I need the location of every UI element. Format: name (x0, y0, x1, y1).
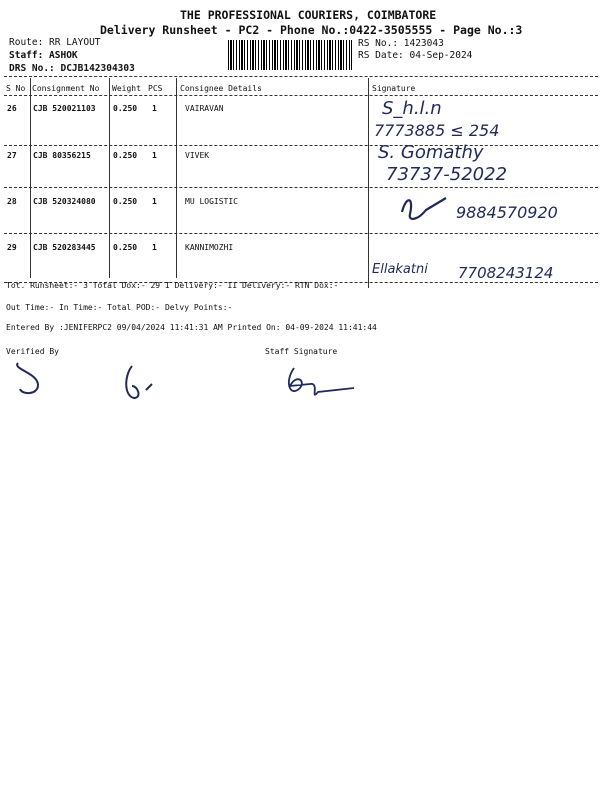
col-header-pcs: PCS (148, 84, 163, 93)
row-consignment: CJB 520324080 (33, 197, 96, 206)
signature-scribble (396, 192, 452, 226)
row-pcs: 1 (152, 104, 157, 113)
row-pcs: 1 (152, 151, 157, 160)
col-header-weight: Weight (112, 84, 141, 93)
col-header-consignee: Consignee Details (180, 84, 262, 93)
staff-label: Staff: ASHOK (9, 50, 78, 61)
row-consignment: CJB 520021103 (33, 104, 96, 113)
handwritten-phone: 73737-52022 (386, 164, 508, 185)
entered-by-line: Entered By :JENIFERPC2 09/04/2024 11:41:31 AM Printed On: 04-09-2024 11:41:44 (6, 323, 377, 332)
col-header-sno: S No (6, 84, 26, 93)
handwritten-signature: S_h.l.n (382, 98, 442, 119)
row-consignee: VIVEK (185, 151, 210, 160)
row-pcs: 1 (152, 243, 157, 252)
barcode-image (228, 40, 352, 70)
staff-signature-label: Staff Signature (265, 347, 338, 356)
col-header-consignment: Consignment No (32, 84, 100, 93)
row-consignee: MU LOGISTIC (185, 197, 238, 206)
row-weight: 0.250 (113, 197, 138, 206)
table-top-rule (4, 76, 598, 77)
column-divider (109, 78, 110, 278)
verifier-signature-mark (10, 355, 60, 400)
row-rule (4, 187, 598, 188)
row-sno: 29 (7, 243, 17, 252)
totals-line: Tot. Runsheet:- 3 Total Dox:- 29 I Delivery:- II Delivery:- RTN Dox:- (6, 281, 339, 290)
verifier-signature-mark (118, 360, 168, 405)
handwritten-phone: 9884570920 (456, 203, 558, 222)
handwritten-phone: 7773885 ≤ 254 (374, 121, 500, 140)
company-title: THE PROFESSIONAL COURIERS, COIMBATORE (180, 8, 437, 22)
row-pcs: 1 (152, 197, 157, 206)
row-rule (4, 145, 598, 146)
handwritten-signature: Ellakatni (372, 262, 428, 277)
handwritten-phone: 7708243124 (458, 264, 554, 282)
column-divider (176, 78, 177, 278)
column-divider (30, 78, 31, 278)
row-weight: 0.250 (113, 104, 138, 113)
table-header-rule (4, 95, 598, 96)
verified-by-label: Verified By (6, 347, 59, 356)
drs-number: DRS No.: DCJB142304303 (9, 63, 135, 74)
runsheet-subtitle: Delivery Runsheet - PC2 - Phone No.:0422-3505555 - Page No.:3 (100, 23, 523, 37)
times-line: Out Time:- In Time:- Total POD:- Delvy Points:- (6, 303, 233, 312)
row-consignment: CJB 520283445 (33, 243, 96, 252)
row-consignment: CJB 80356215 (33, 151, 91, 160)
row-consignee: KANNIMOZHI (185, 243, 234, 252)
col-header-signature: Signature (372, 84, 416, 93)
row-sno: 27 (7, 151, 17, 160)
row-weight: 0.250 (113, 151, 138, 160)
route-label: Route: RR LAYOUT (9, 37, 101, 48)
row-sno: 26 (7, 104, 17, 113)
rs-date: RS Date: 04-Sep-2024 (358, 50, 473, 61)
rs-number: RS No.: 1423043 (358, 38, 444, 49)
row-rule (4, 233, 598, 234)
column-divider (368, 78, 369, 288)
staff-signature-mark (280, 358, 360, 406)
row-weight: 0.250 (113, 243, 138, 252)
handwritten-signature: S. Gomathy (378, 142, 484, 163)
row-consignee: VAIRAVAN (185, 104, 224, 113)
row-sno: 28 (7, 197, 17, 206)
